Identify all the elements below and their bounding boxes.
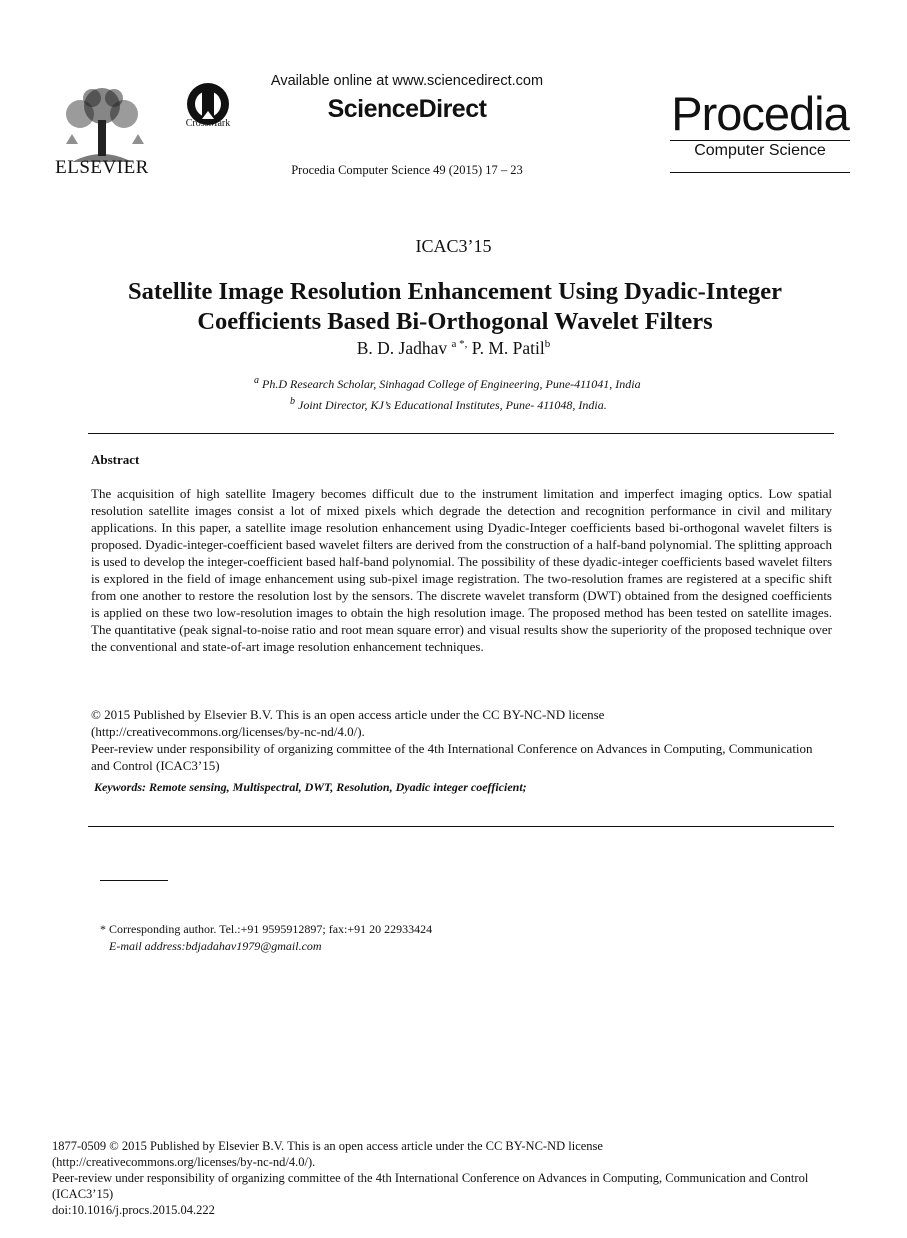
paper-title bbox=[60, 277, 850, 337]
affiliation-a-mark: a bbox=[254, 375, 259, 386]
corresponding-contact: * Corresponding author. Tel.:+91 9595912897; fax:+91 20 22933424 bbox=[100, 922, 433, 936]
license-link[interactable]: (http://creativecommons.org/licenses/by-nc-nd/4.0/). bbox=[91, 724, 365, 739]
affiliation-a bbox=[254, 375, 641, 392]
sciencedirect-brand: ScienceDirect bbox=[327, 95, 487, 123]
peer-review: Peer-review under responsibility of organizing committee of the 4th International Conference on Advances in Computing, Communication and Control (ICAC3’15) bbox=[91, 741, 813, 773]
author-patil-mark: b bbox=[544, 338, 551, 351]
affiliation-b-text: Joint Director, KJ’s Educational Institutes, Pune- 411048, India. bbox=[298, 398, 607, 412]
procedia-divider-top bbox=[670, 140, 850, 141]
author-jadhav-mark: a *, bbox=[451, 338, 468, 351]
corresponding-email[interactable]: E-mail address:bdjadahav1979@gmail.com bbox=[109, 939, 322, 953]
keywords: Keywords: Remote sensing, Multispectral, DWT, Resolution, Dyadic integer coefficient; bbox=[94, 780, 527, 794]
affiliation-a-text: Ph.D Research Scholar, Sinhagad College of Engineering, Pune-411041, India bbox=[262, 377, 641, 391]
corresponding-author bbox=[100, 921, 432, 955]
license-line-1: © 2015 Published by Elsevier B.V. This is an open access article under the CC BY-NC-ND license bbox=[91, 707, 605, 722]
elsevier-wordmark: ELSEVIER bbox=[55, 157, 149, 178]
license-block bbox=[91, 706, 832, 774]
author-jadhav: B. D. Jadhav bbox=[356, 338, 448, 358]
divider-top bbox=[88, 433, 834, 434]
abstract-heading: Abstract bbox=[91, 452, 140, 467]
affiliation-b bbox=[290, 396, 607, 413]
title-line-2: Coefficients Based Bi-Orthogonal Wavelet Filters bbox=[197, 308, 713, 335]
footer-peer-review: Peer-review under responsibility of organizing committee of the 4th International Conference on Advances in Computing, Communication and Control (ICAC3’15) bbox=[52, 1171, 809, 1201]
footer-license: 1877-0509 © 2015 Published by Elsevier B.V. This is an open access article under the CC BY-NC-ND license bbox=[52, 1139, 603, 1153]
footer-license-link[interactable]: (http://creativecommons.org/licenses/by-nc-nd/4.0/). bbox=[52, 1155, 316, 1169]
page-footer bbox=[52, 1138, 852, 1218]
conference-name: ICAC3’15 bbox=[415, 236, 492, 256]
author-patil: P. M. Patil bbox=[471, 338, 545, 358]
authors bbox=[0, 338, 907, 359]
title-line-1: Satellite Image Resolution Enhancement Using Dyadic-Integer bbox=[128, 278, 782, 305]
divider-bottom bbox=[88, 826, 834, 827]
procedia-divider-bottom bbox=[670, 172, 850, 173]
procedia-logo-name: Procedia bbox=[671, 87, 849, 140]
crossmark-label: CrossMark bbox=[185, 118, 231, 129]
procedia-logo-subtitle: Computer Science bbox=[694, 142, 826, 159]
footer-doi[interactable]: doi:10.1016/j.procs.2015.04.222 bbox=[52, 1203, 215, 1217]
affiliation-b-mark: b bbox=[290, 396, 295, 407]
available-online-link[interactable]: Available online at www.sciencedirect.com bbox=[270, 73, 544, 89]
footnote-rule bbox=[100, 880, 168, 881]
abstract-body: The acquisition of high satellite Imagery becomes difficult due to the instrument limitation and imperfect imaging optics. Low spatial resolution satellite images consist a lot of mixed pixels which degrade the detection and recognition performance in civil and military applications. In this paper, a satellite image resolution enhancement using Dyadic-Integer coefficients based bi-orthogonal wavelet filters is proposed. Dyadic-integer-coefficient based wavelet filters are derived from the construction of a half-band polynomial. The splitting approach is used to develop the integer-coefficient based half-band polynomial. The possibility of these dyadic-integer coefficients based wavelet filters is explored in the field of image enhancement using sub-pixel image registration. The two-resolution frames are registered at a specific shift from one another to restore the resolution lost by the sensors. The discrete wavelet transform (DWT) obtained from the designed coefficients is applied on these two low-resolution images to obtain the high resolution image. The proposed method has been tested on satellite images. The quantitative (peak signal-to-noise ratio and root mean square error) and visual results show the superiority of the proposed technique over the conventional and state-of-art image resolution enhancement techniques. bbox=[91, 486, 832, 654]
journal-reference: Procedia Computer Science 49 (2015) 17 – 23 bbox=[291, 163, 523, 177]
